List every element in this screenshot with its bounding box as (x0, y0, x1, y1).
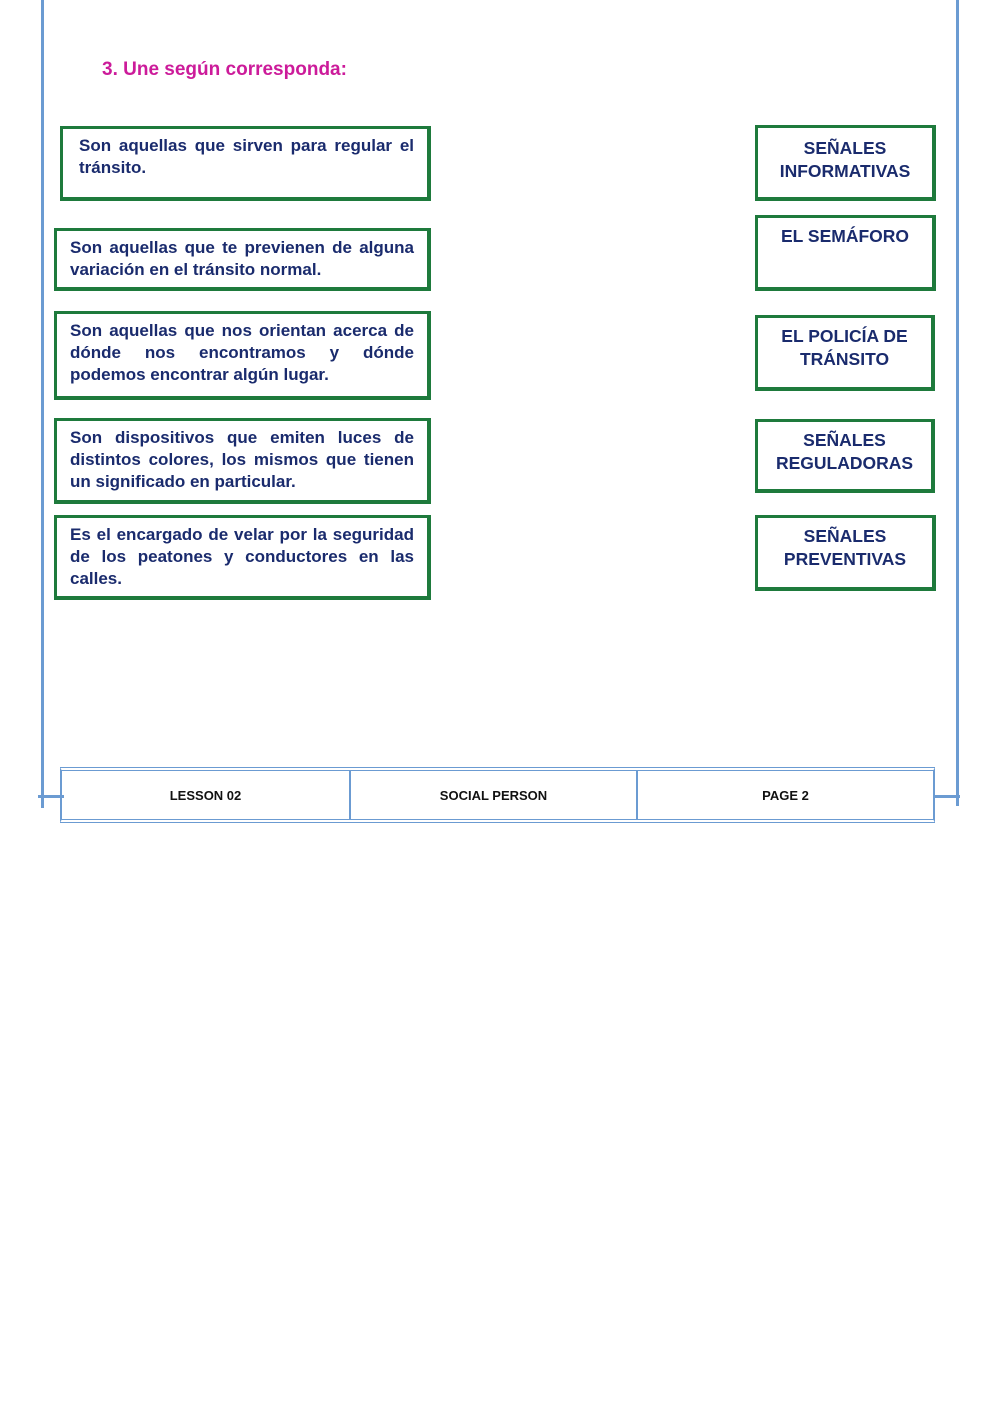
definition-box-3[interactable]: Son aquellas que nos orientan acerca de dónde nos encontramos y dónde podemos encontrar algún lugar. (54, 311, 431, 400)
term-box-senales-informativas[interactable]: SEÑALES INFORMATIVAS (755, 125, 936, 201)
term-box-el-semaforo[interactable]: EL SEMÁFORO (755, 215, 936, 291)
definition-box-2[interactable]: Son aquellas que te previenen de alguna variación en el tránsito normal. (54, 228, 431, 291)
term-box-senales-reguladoras[interactable]: SEÑALES REGULADORAS (755, 419, 935, 493)
page-footer (60, 767, 935, 823)
definition-box-4[interactable]: Son dispositivos que emiten luces de distintos colores, los mismos que tienen un significado en particular. (54, 418, 431, 504)
footer-lesson: LESSON 02 (169, 787, 242, 803)
definition-box-5[interactable]: Es el encargado de velar por la seguridad de los peatones y conductores en las calles. (54, 515, 431, 600)
page-frame-right (956, 0, 959, 806)
exercise-heading: 3. Une según corresponda: (102, 59, 347, 80)
footer-page-number: PAGE 2 (636, 771, 933, 819)
page-frame-left (41, 0, 44, 808)
term-box-el-policia-de-transito[interactable]: EL POLICÍA DE TRÁNSITO (755, 315, 935, 391)
term-box-senales-preventivas[interactable]: SEÑALES PREVENTIVAS (755, 515, 936, 591)
definition-box-1[interactable]: Son aquellas que sirven para regular el tránsito. (60, 126, 431, 201)
footer-subject: SOCIAL PERSON (349, 771, 636, 819)
frame-corner-right (934, 795, 960, 798)
